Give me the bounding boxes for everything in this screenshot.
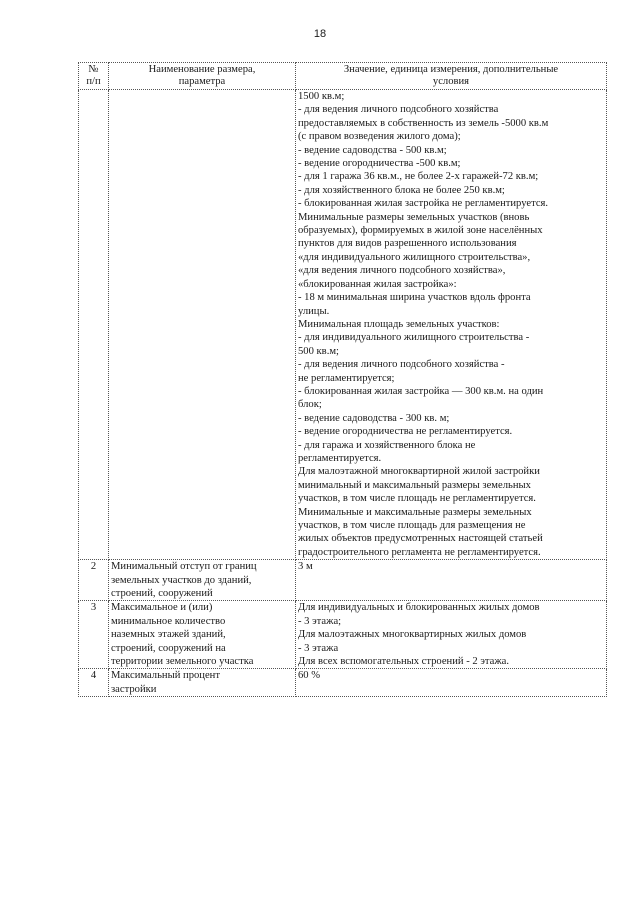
parameter-name-line: Максимальное и (или) — [111, 602, 213, 614]
parameter-value-line: - для ведения личного подсобного хозяйства — [298, 104, 499, 116]
table-row — [79, 90, 607, 560]
parameter-value-line: - для хозяйственного блока не более 250 кв.м; — [298, 184, 505, 196]
parameter-value-line: 60 % — [298, 670, 321, 682]
parameter-value-line: улицы. — [298, 305, 330, 317]
page-number: 18 — [313, 28, 327, 40]
parameter-value-line: 500 кв.м; — [298, 345, 339, 357]
parameter-name-line: территории земельного участка — [111, 656, 254, 668]
parameter-value — [296, 90, 607, 560]
parameter-name-line: минимальное количество — [111, 615, 226, 627]
parameter-value-line: не регламентируется; — [298, 372, 395, 384]
parameter-value-line: - 3 этажа; — [298, 615, 342, 627]
parameter-value-line: «для ведения личного подсобного хозяйства», — [298, 265, 506, 277]
parameter-name-line: застройки — [111, 683, 157, 695]
parameter-name — [109, 90, 296, 560]
parameter-value-line: - блокированная жилая застройка не регламентируется. — [298, 198, 549, 210]
parameter-value-line: участков, в том числе площадь не регламентируется. — [298, 493, 536, 505]
parameter-value-line: - 18 м минимальная ширина участков вдоль фронта — [298, 292, 531, 304]
parameter-value-line: Для малоэтажных многоквартирных жилых домов — [298, 629, 527, 641]
parameter-value-line: - блокированная жилая застройка — 300 кв.м. на один — [298, 385, 544, 397]
parameter-name-line: Минимальный отступ от границ — [111, 561, 257, 573]
parameter-value-line: предоставляемых в собственность из земель -5000 кв.м — [298, 117, 549, 129]
parameter-value-line: минимальный и максимальный размеры земельных — [298, 479, 531, 491]
parameter-value-line: регламентируется. — [298, 452, 382, 464]
parameters-table — [78, 62, 607, 697]
parameter-value-line: Для малоэтажной многоквартирной жилой застройки — [298, 466, 540, 478]
table-row — [79, 601, 607, 669]
parameter-name-line: Максимальный процент — [111, 670, 220, 682]
parameter-value-line: - ведение огородничества -500 кв.м; — [298, 158, 461, 170]
parameter-value-line: Минимальные размеры земельных участков (вновь — [298, 211, 530, 223]
row-number: 3 — [79, 601, 109, 669]
table-header-row — [79, 63, 607, 90]
parameter-value-line: - для гаража и хозяйственного блока не — [298, 439, 476, 451]
parameter-name — [109, 669, 296, 697]
parameter-value-line: Для всех вспомогательных строений - 2 этажа. — [298, 656, 510, 668]
parameter-value-line: (с правом возведения жилого дома); — [298, 131, 461, 143]
parameter-value-line: - для ведения личного подсобного хозяйства - — [298, 359, 505, 371]
table-row — [79, 669, 607, 697]
parameter-name — [109, 560, 296, 601]
parameter-value-line: блок; — [298, 399, 322, 411]
parameter-value — [296, 669, 607, 697]
header-value: Значение, единица измерения, дополнительные условия — [296, 63, 607, 90]
parameter-value-line: «для индивидуального жилищного строительства», — [298, 251, 531, 263]
parameter-value-line: жилых объектов предусмотренных настоящей статьей — [298, 533, 543, 545]
row-number: 2 — [79, 560, 109, 601]
parameter-name-line: наземных этажей зданий, — [111, 629, 226, 641]
parameter-value-line: Минимальные и максимальные размеры земельных — [298, 506, 532, 518]
parameter-value-line: - для индивидуального жилищного строительства - — [298, 332, 530, 344]
parameter-value-line: - для 1 гаража 36 кв.м., не более 2-х гаражей-72 кв.м; — [298, 171, 539, 183]
header-name: Наименование размера, параметра — [109, 63, 296, 90]
parameter-value-line: образуемых), формируемых в жилой зоне населённых — [298, 225, 543, 237]
parameter-name-line: строений, сооружений — [111, 588, 213, 600]
row-number: 4 — [79, 669, 109, 697]
parameter-value-line: «блокированная жилая застройка»: — [298, 278, 457, 290]
parameter-value-line: - ведение садоводства - 500 кв.м; — [298, 144, 447, 156]
row-number — [79, 90, 109, 560]
parameter-value-line: пунктов для видов разрешенного использования — [298, 238, 517, 250]
parameter-value — [296, 601, 607, 669]
table-row — [79, 560, 607, 601]
parameter-value-line: Для индивидуальных и блокированных жилых домов — [298, 602, 540, 614]
parameter-value-line: Минимальная площадь земельных участков: — [298, 318, 500, 330]
parameter-value-line: участков, в том числе площадь для размещения не — [298, 520, 526, 531]
parameter-value-line: - ведение огородничества не регламентируется. — [298, 426, 513, 438]
parameter-value-line: - ведение садоводства - 300 кв. м; — [298, 412, 450, 424]
parameter-value-line: 3 м — [298, 561, 313, 573]
parameter-name — [109, 601, 296, 669]
header-num: № п/п — [79, 63, 109, 90]
parameter-value-line: градостроительного регламента не регламентируется. — [298, 546, 541, 558]
parameter-value-line: 1500 кв.м; — [298, 91, 345, 102]
parameter-name-line: строений, сооружений на — [111, 642, 226, 654]
parameter-value-line: - 3 этажа — [298, 642, 339, 654]
parameter-name-line: земельных участков до зданий, — [111, 574, 252, 586]
parameter-value — [296, 560, 607, 601]
